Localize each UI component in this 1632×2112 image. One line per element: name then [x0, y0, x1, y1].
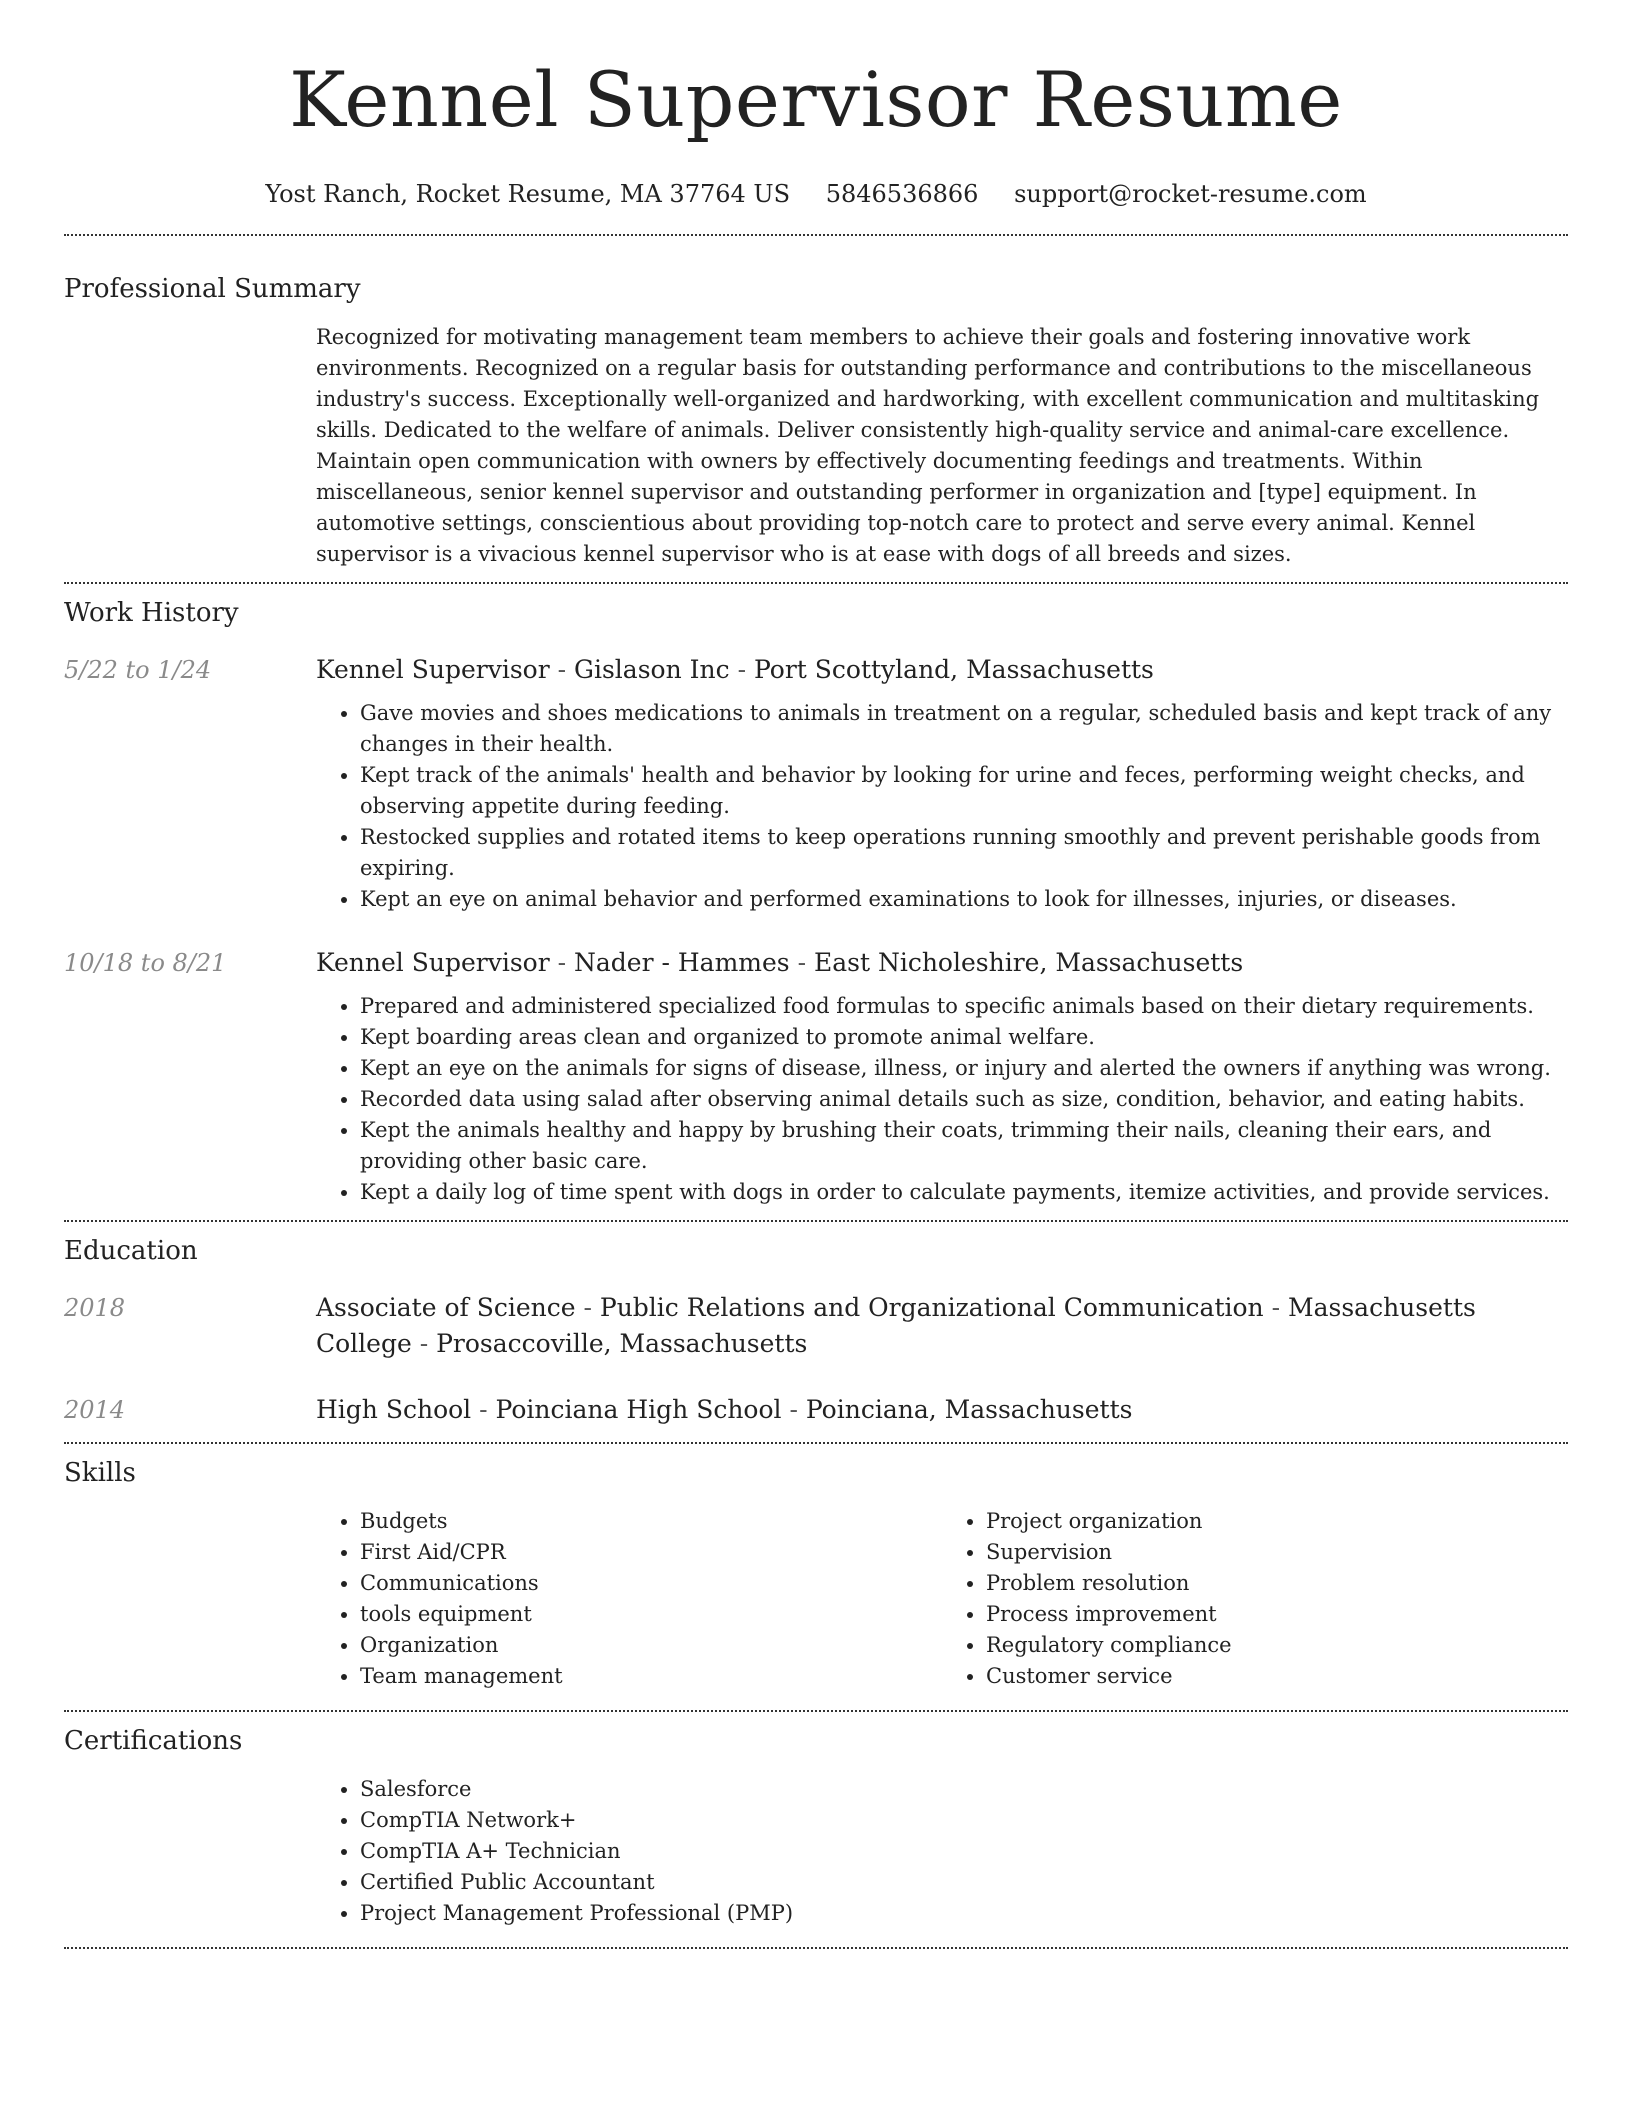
- job-dates: 10/18 to 8/21: [64, 949, 227, 977]
- education-degree: High School: [316, 1395, 472, 1424]
- list-item: • Kept the animals healthy and happy by brushing their coats, trimming their nails, cleaning their ears, and providing other basic care.: [360, 1115, 1568, 1177]
- job-title: Kennel Supervisor: [316, 948, 550, 977]
- list-item: • Kept boarding areas clean and organized to promote animal welfare.: [360, 1022, 1568, 1053]
- summary-section: [64, 236, 1568, 570]
- skills-list-left: [316, 1506, 942, 1692]
- certifications-list: [316, 1774, 1568, 1929]
- contact-line: [64, 178, 1568, 210]
- divider: [64, 1947, 1568, 1949]
- list-item: • Customer service: [986, 1661, 1568, 1692]
- list-item: • Project Management Professional (PMP): [360, 1898, 1568, 1929]
- list-item: • Supervision: [986, 1537, 1568, 1568]
- job-heading: Kennel Supervisor - Nader - Hammes - East Nicholeshire, Massachusetts: [316, 948, 1244, 977]
- list-item: • Kept an eye on the animals for signs of disease, illness, or injury and alerted the owners if anything was wrong.: [360, 1053, 1568, 1084]
- list-item: • Project organization: [986, 1506, 1568, 1537]
- education-school: Poinciana High School: [495, 1395, 782, 1424]
- skills-list-right: [942, 1506, 1568, 1692]
- job-heading: Kennel Supervisor - Gislason Inc - Port Scottyland, Massachusetts: [316, 655, 1154, 684]
- education-location: Prosaccoville, Massachusetts: [436, 1329, 808, 1358]
- list-item: • Kept track of the animals' health and behavior by looking for urine and feces, performing weight checks, and observing appetite during feeding.: [360, 760, 1568, 822]
- education-school: Massachusetts College: [316, 1293, 1476, 1358]
- education-section: [64, 1222, 1568, 1428]
- job-company: Gislason Inc: [574, 655, 730, 684]
- list-item: • Prepared and administered specialized food formulas to specific animals based on their dietary requirements.: [360, 991, 1568, 1022]
- education-year: 2014: [64, 1396, 126, 1424]
- job-title: Kennel Supervisor: [316, 655, 550, 684]
- job-bullets: [316, 991, 1568, 1208]
- list-item: • Budgets: [360, 1506, 942, 1537]
- list-item: • CompTIA A+ Technician: [360, 1836, 1568, 1867]
- list-item: • Process improvement: [986, 1599, 1568, 1630]
- job-bullets: [316, 698, 1568, 915]
- education-year: 2018: [64, 1294, 126, 1322]
- list-item: • CompTIA Network+: [360, 1805, 1568, 1836]
- education-heading-line: High School - Poinciana High School - Poinciana, Massachusetts: [316, 1395, 1133, 1424]
- list-item: • Team management: [360, 1661, 942, 1692]
- education-heading: Education: [64, 1236, 198, 1266]
- summary-heading: Professional Summary: [64, 274, 361, 304]
- list-item: • Organization: [360, 1630, 942, 1661]
- summary-text: Recognized for motivating management team members to achieve their goals and fostering innovative work environments. Recognized on a regular basis for outstanding performance and contributions to the miscellaneous industry's success. Exceptionally well-organized and hardworking, with excellent communication and multitasking skills. Dedicated to the welfare of animals. Deliver consistently high-quality service and animal-care excellence. Maintain open communication with owners by effectively documenting feedings and treatments. Within miscellaneous, senior kennel supervisor and outstanding performer in organization and [type] equipment. In automotive settings, conscientious about providing top-notch care to protect and serve every animal. Kennel supervisor is a vivacious kennel supervisor who is at ease with dogs of all breeds and sizes.: [316, 325, 1540, 566]
- job-location: Port Scottyland, Massachusetts: [753, 655, 1154, 684]
- resume-title: Kennel Supervisor Resume: [289, 55, 1343, 144]
- certifications-heading: Certifications: [64, 1726, 243, 1756]
- list-item: • Regulatory compliance: [986, 1630, 1568, 1661]
- certifications-section: [64, 1712, 1568, 1929]
- education-entry: [64, 1392, 1568, 1428]
- list-item: • Kept a daily log of time spent with dogs in order to calculate payments, itemize activities, and provide services.: [360, 1177, 1568, 1208]
- job-company: Nader - Hammes: [574, 948, 790, 977]
- education-entry: [64, 1290, 1568, 1362]
- job-entry: [64, 652, 1568, 915]
- work-history-section: [64, 584, 1568, 1208]
- skills-heading: Skills: [64, 1458, 136, 1488]
- list-item: • Salesforce: [360, 1774, 1568, 1805]
- contact-email: support@rocket-resume.com: [1014, 180, 1367, 208]
- list-item: • Gave movies and shoes medications to animals in treatment on a regular, scheduled basis and kept track of any changes in their health.: [360, 698, 1568, 760]
- list-item: • Recorded data using salad after observing animal details such as size, condition, behavior, and eating habits.: [360, 1084, 1568, 1115]
- list-item: • Certified Public Accountant: [360, 1867, 1568, 1898]
- job-dates: 5/22 to 1/24: [64, 656, 212, 684]
- skills-section: [64, 1444, 1568, 1692]
- job-entry: [64, 945, 1568, 1208]
- education-field: Public Relations and Organizational Communication: [599, 1293, 1264, 1322]
- contact-address: Yost Ranch, Rocket Resume, MA 37764 US: [265, 180, 791, 208]
- list-item: • Kept an eye on animal behavior and performed examinations to look for illnesses, injuries, or diseases.: [360, 884, 1568, 915]
- job-location: East Nicholeshire, Massachusetts: [813, 948, 1244, 977]
- education-degree: Associate of Science: [316, 1293, 576, 1322]
- list-item: • First Aid/CPR: [360, 1537, 942, 1568]
- list-item: • Communications: [360, 1568, 942, 1599]
- work-history-heading: Work History: [64, 598, 239, 628]
- education-heading-line: Associate of Science - Public Relations and Organizational Communication - Massachusetts College - Prosaccoville, Massachusetts: [316, 1293, 1476, 1358]
- resume-page: [64, 0, 1568, 1949]
- education-location: Poinciana, Massachusetts: [805, 1395, 1133, 1424]
- contact-phone: 5846536866: [825, 180, 979, 208]
- list-item: • Restocked supplies and rotated items to keep operations running smoothly and prevent perishable goods from expiring.: [360, 822, 1568, 884]
- list-item: • tools equipment: [360, 1599, 942, 1630]
- list-item: • Problem resolution: [986, 1568, 1568, 1599]
